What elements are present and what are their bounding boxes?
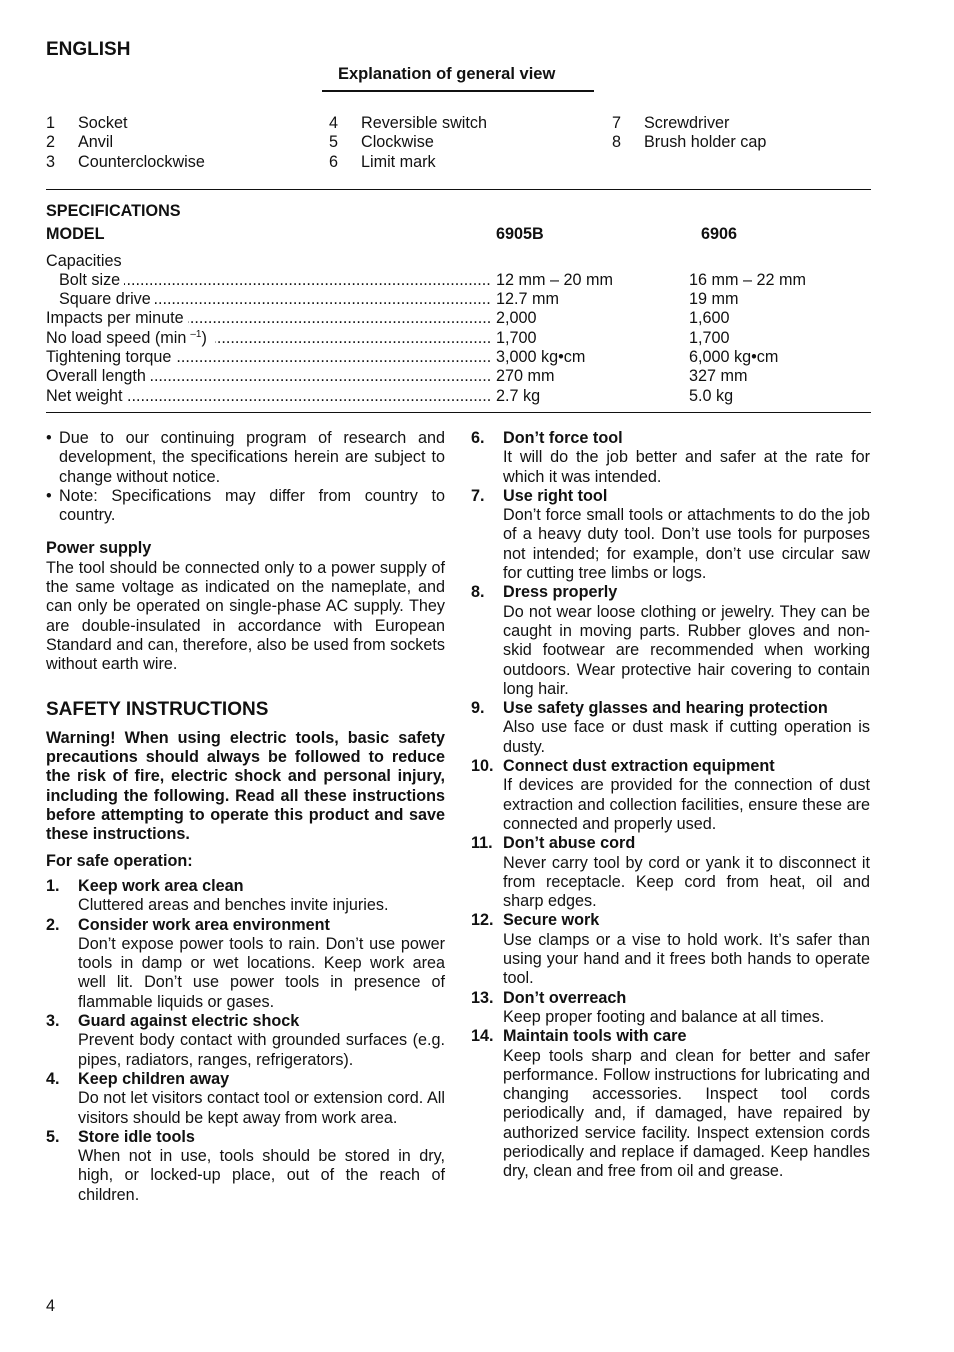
explanation-title: Explanation of general view [338, 65, 556, 83]
safety-item: 8. Dress properly Do not wear loose clothing or jewelry. They can be caught in moving parts. Rubber gloves and non-skid footwear are recommended when working outdoors. Wear protective hair covering to contain long hair. [471, 583, 870, 698]
divider [46, 412, 871, 413]
spec-note: • Note: Specifications may differ from country to country. [46, 487, 445, 526]
safety-item: 1. Keep work area clean Cluttered areas and benches invite injuries. [46, 876, 389, 915]
spec-row: No load speed (min $^{-1}$) ..... 1,700 1,700 [46, 329, 876, 348]
safety-item: 6. Don’t force tool It will do the job better and safer at the rate for which it was intended. [471, 429, 870, 486]
power-supply-text: The tool should be connected only to a power supply of the same voltage as indicated on the nameplate, and can only be operated on single-phase AC supply. They are double-insulated in accordance with European Standard and can, therefore, also be used from sockets without earth wire. [46, 558, 445, 674]
for-safe-operation: For safe operation: [46, 851, 193, 870]
power-supply-title: Power supply [46, 539, 152, 558]
part-item: 5 Clockwise [329, 133, 434, 151]
divider [46, 189, 871, 190]
spec-note: • Due to our continuing program of research and development, the specifications herein are subject to change without notice. [46, 429, 445, 487]
safety-item: 13. Don’t overreach Keep proper footing and balance at all times. [471, 988, 825, 1026]
part-item: 3 Counterclockwise [46, 153, 205, 171]
safety-item: 10. Connect dust extraction equipment If devices are provided for the connection of dust extraction and collection facilities, ensure these are connected and properly used. [471, 757, 870, 833]
spec-row: Overall length ..... 270 mm 327 mm [46, 367, 876, 386]
parts-list [46, 114, 876, 174]
spec-row: Bolt size ..... 12 mm – 20 mm 16 mm – 22 mm [46, 271, 876, 290]
safety-item: 14. Maintain tools with care Keep tools sharp and clean for better and safer performance. Follow instructions for lubricating and changing accessories. Inspect tool cords periodically and, if damaged, have repaired by authorized service facility. Inspect extension cords periodically and replace if damaged. Keep handles dry, clean and free from oil and grease. [471, 1027, 870, 1181]
left-column [46, 429, 445, 1205]
safety-item: 2. Consider work area environment Don’t expose power tools to rain. Don’t use power tools in damp or wet locations. Keep work area well lit. Don’t use power tools in presence of flammable liquids or gases. [46, 915, 445, 1011]
spec-row: Square drive ..... 12.7 mm 19 mm [46, 290, 876, 309]
spec-row: Impacts per minute ..... 2,000 1,600 [46, 309, 876, 328]
language-heading: ENGLISH [46, 39, 131, 60]
specifications-title: SPECIFICATIONS [46, 202, 181, 220]
part-item: 7 Screwdriver [612, 114, 730, 132]
part-item: 4 Reversible switch [329, 114, 487, 132]
spec-row: Tightening torque ..... 3,000 kg•cm 6,000 kg•cm [46, 348, 876, 367]
model-6906: 6906 [701, 225, 738, 243]
safety-item: 3. Guard against electric shock Prevent body contact with grounded surfaces (e.g. pipes, radiators, ranges, refrigerators). [46, 1012, 445, 1069]
safety-item: 4. Keep children away Do not let visitors contact tool or extension cord. All visitors should be kept away from work area. [46, 1069, 445, 1127]
part-item: 2 Anvil [46, 133, 114, 151]
right-column [471, 429, 870, 1182]
explanation-underline [322, 90, 594, 92]
page-number: 4 [46, 1297, 56, 1315]
safety-item: 5. Store idle tools When not in use, tools should be stored in dry, high, or locked-up place, out of the reach of children. [46, 1127, 445, 1204]
safety-warning: Warning! When using electric tools, basic safety precautions should always be followed to reduce the risk of fire, electric shock and personal injury, including the following. Read all these instructions before attempting to operate this product and save these instructions. [46, 728, 445, 844]
safety-item: 7. Use right tool Don’t force small tools or attachments to do the job of a heavy duty tool. Don’t use tools for purposes not intended; for example, don’t use circular saw for cutting tree limbs or logs. [471, 486, 870, 583]
part-item: 6 Limit mark [329, 153, 436, 171]
part-item: 8 Brush holder cap [612, 133, 767, 151]
model-6905b: 6905B [496, 225, 544, 243]
spec-row: Net weight ..... 2.7 kg 5.0 kg [46, 387, 876, 406]
model-label: MODEL [46, 225, 105, 243]
safety-title: SAFETY INSTRUCTIONS [46, 698, 269, 720]
safety-item: 9. Use safety glasses and hearing protection Also use face or dust mask if cutting operation is dusty. [471, 699, 870, 756]
part-item: 1 Socket [46, 114, 128, 132]
capacities-label: Capacities [46, 252, 122, 270]
safety-item: 11. Don’t abuse cord Never carry tool by cord or yank it to disconnect it from receptacle. Keep cord from heat, oil and sharp edges. [471, 834, 870, 911]
safety-item: 12. Secure work Use clamps or a vise to hold work. It’s safer than using your hand and it frees both hands to operate tool. [471, 911, 870, 988]
